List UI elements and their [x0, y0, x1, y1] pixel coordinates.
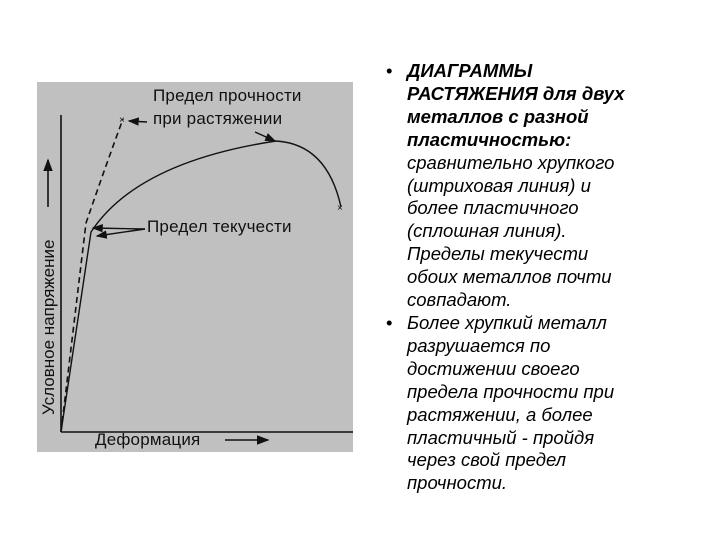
text-line: прочности. — [407, 472, 508, 494]
text-line: (штриховая линия) и — [407, 174, 591, 196]
arrow-yield-2 — [97, 229, 145, 236]
text-line: металлов с разной — [407, 105, 589, 127]
arrow-yield-1 — [93, 228, 145, 229]
arrow-tensile-brittle — [129, 121, 147, 122]
text-line: через свой предел — [407, 449, 567, 471]
y-axis-label: Условное напряжение — [39, 239, 58, 415]
text-line: Пределы текучести — [407, 243, 589, 265]
text-line: достижении своего — [407, 357, 580, 379]
text-line: совпадают. — [407, 289, 512, 311]
ductile-curve-solid — [61, 141, 341, 432]
diagram-graphics — [37, 82, 353, 452]
text-line: сравнительно хрупкого — [407, 151, 615, 173]
brittle-fracture-mark: × — [119, 115, 125, 126]
arrow-tensile-ductile — [255, 132, 275, 141]
text-line: пластичностью: — [407, 128, 572, 150]
bullet-icon: • — [386, 60, 393, 81]
text-line: (сплошная линия). — [407, 220, 567, 242]
bullet-item-1 — [386, 60, 716, 312]
text-line: разрушается по — [407, 334, 551, 356]
stress-strain-diagram — [37, 82, 353, 452]
tensile-strength-label-line1: Предел прочности — [153, 86, 302, 105]
ductile-fracture-mark: × — [337, 203, 343, 214]
text-line: РАСТЯЖЕНИЯ для двух — [407, 82, 625, 104]
text-line: более пластичного — [407, 197, 579, 219]
tensile-strength-label-line2: при растяжении — [153, 109, 283, 128]
text-line: растяжении, а более — [407, 403, 593, 425]
text-line: обоих металлов почти — [407, 266, 612, 288]
brittle-curve-dashed — [61, 119, 123, 432]
bullet-item-2 — [386, 312, 716, 495]
text-line: Более хрупкий металл — [407, 311, 607, 333]
text-line: пластичный - пройдя — [407, 426, 595, 448]
yield-strength-label: Предел текучести — [147, 217, 292, 236]
bullet-icon: • — [386, 311, 393, 333]
x-axis-label: Деформация — [95, 430, 201, 449]
text-line: предела прочности при — [407, 380, 615, 402]
bullet-list — [386, 60, 716, 495]
text-line: ДИАГРАММЫ — [407, 60, 533, 81]
